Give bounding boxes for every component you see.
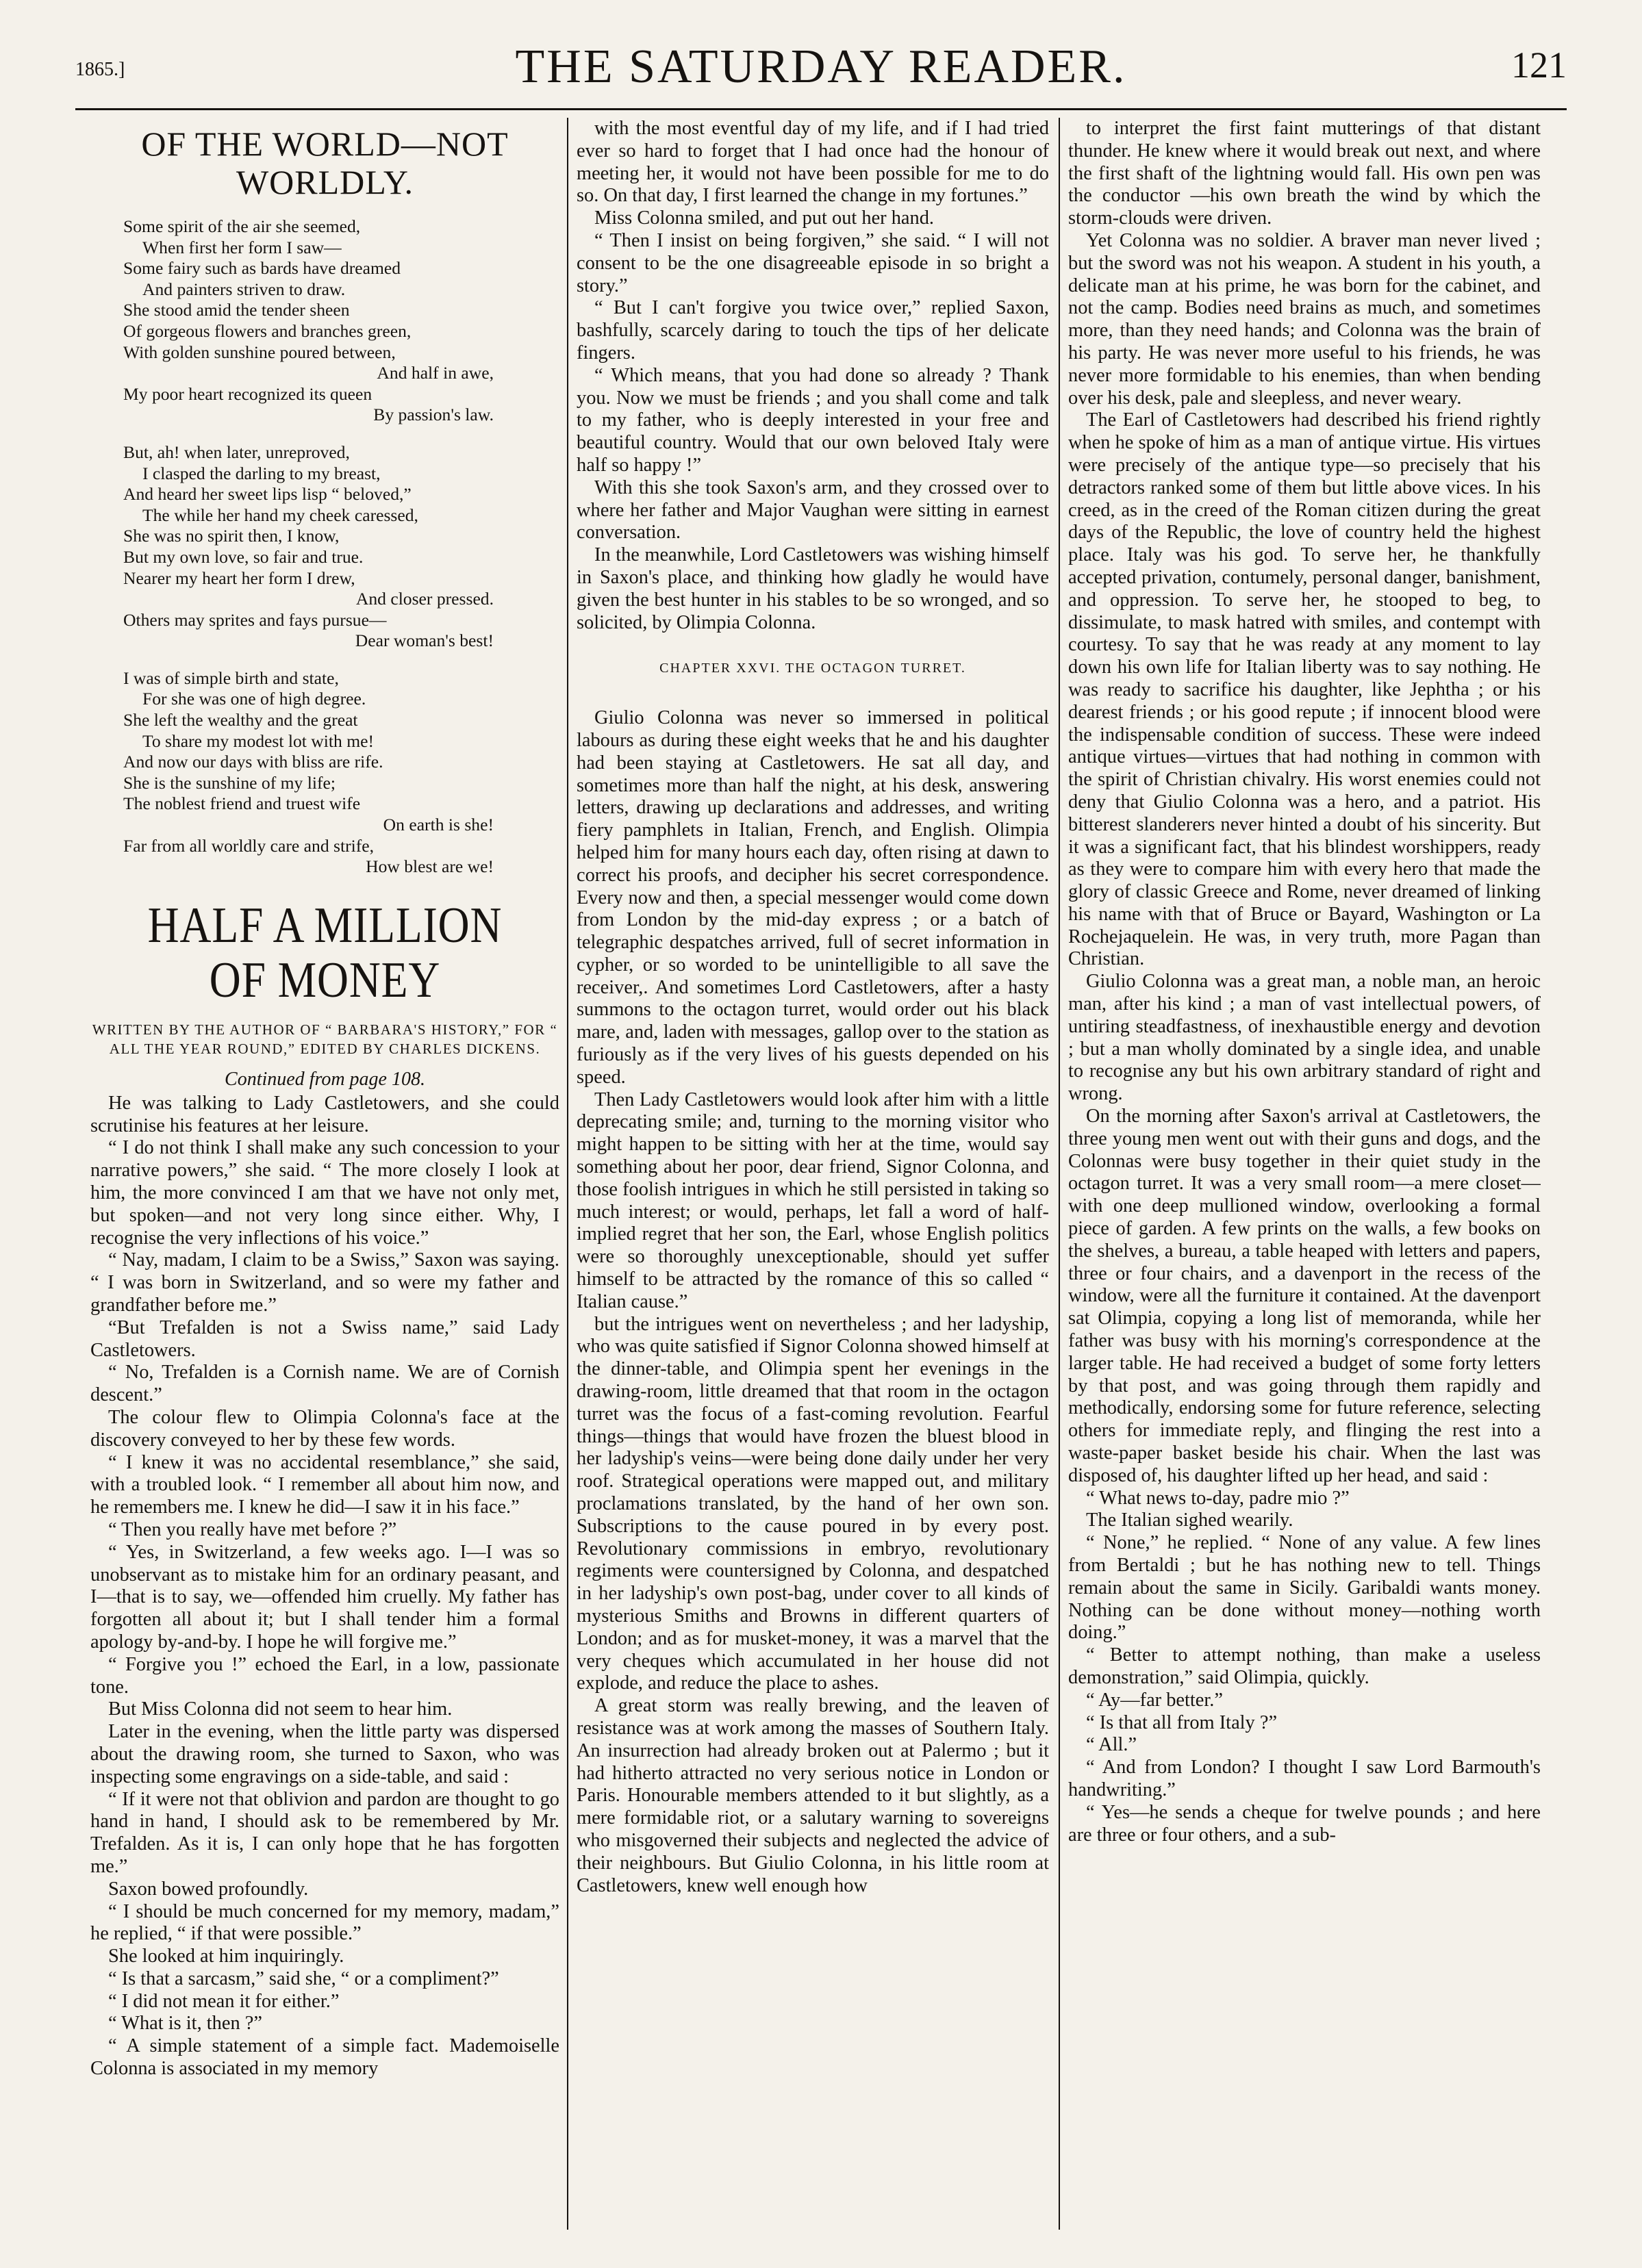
- poem-title: OF THE WORLD—NOT WORLDLY.: [141, 125, 509, 201]
- paragraph: “ Which means, that you had done so already ? Thank you. Now we must be friends ; and you shall come and talk to my father, who is deeply interested in your free and beautiful country. Would that our own beloved Italy were half so happy !”: [577, 364, 1049, 476]
- poem-line: And painters striven to draw.: [142, 279, 346, 299]
- paragraph: “ Yes, in Switzerland, a few weeks ago. I—I was so unobservant as to mistake him for an ordinary peasant, and I—that is to say, we—offended him cruelly. My father has forgotten all about it; but I shall tender him a formal apology by-and-by. I hope he will forgive me.”: [90, 1541, 559, 1653]
- paragraph: “ All.”: [1086, 1734, 1137, 1756]
- poem-line: The noblest friend and truest wife: [123, 793, 361, 814]
- poem-line: Nearer my heart her form I drew,: [123, 568, 355, 588]
- poem-line: Far from all worldly care and strife,: [123, 835, 374, 856]
- paragraph: In the meanwhile, Lord Castletowers was wishing himself in Saxon's place, and thinking how gladly he would have given the best hunter in his stables to be so wronged, and so solicited, by Olimpia Colonna.: [577, 544, 1049, 633]
- poem-line: When first her form I saw—: [142, 237, 342, 257]
- poem-line: On earth is she!: [383, 815, 494, 835]
- paragraph: She looked at him inquiringly.: [108, 1946, 344, 1967]
- paragraph: “ None,” he replied. “ None of any value. A few lines from Bertaldi ; but he has nothing new to tell. Things remain about the same in Sicily. Garibaldi wants money. Nothing can be done without money—nothing worth doing.”: [1068, 1532, 1541, 1644]
- poem-line: She stood amid the tender sheen: [123, 300, 350, 320]
- poem-line: And now our days with bliss are rife.: [123, 752, 383, 772]
- paragraph: “ And from London? I thought I saw Lord Barmouth's handwriting.”: [1068, 1757, 1541, 1800]
- paragraph: But Miss Colonna did not seem to hear him.: [108, 1698, 453, 1720]
- paragraph: Giulio Colonna was a great man, a noble man, an heroic man, after his kind ; a man of vast intellectual powers, of untiring steadfastness, of inexhaustible energy and devotion ; but a man wholly dominated by a single idea, and unable to recognise any but his own arbitrary standard of right and wrong.: [1068, 971, 1541, 1105]
- issue-date: 1865.]: [75, 59, 125, 80]
- column-2: [577, 118, 1049, 2230]
- poem-line: Of gorgeous flowers and branches green,: [123, 320, 412, 341]
- paragraph: to interpret the first faint mutterings of that distant thunder. He knew where it would break out next, and where the first shaft of the lightning would fall. His own pen was the conductor —his own breath the wind by which the storm-clouds were driven.: [1068, 118, 1541, 229]
- paragraph: “ No, Trefalden is a Cornish name. We are of Cornish descent.”: [90, 1362, 559, 1406]
- article-byline: WRITTEN BY THE AUTHOR OF “ BARBARA'S HISTORY,” FOR “ ALL THE YEAR ROUND,” EDITED BY CHARLES DICKENS.: [92, 1021, 558, 1057]
- poem: [90, 216, 559, 878]
- page-number: 121: [1511, 44, 1567, 86]
- paragraph: “ Is that a sarcasm,” said she, “ or a compliment?”: [108, 1967, 499, 1989]
- paragraph: The Italian sighed wearily.: [1086, 1509, 1293, 1531]
- column-2-text: [577, 118, 1049, 634]
- paragraph: “ If it were not that oblivion and pardon are thought to go hand in hand, I should ask to be remembered by Mr. Trefalden. As it is, I can only hope that he has forgotten me.”: [90, 1788, 559, 1877]
- paragraph: Then Lady Castletowers would look after him with a little deprecating smile; and, turning to the morning visitor who might happen to be sitting with her at the time, would say something about her poor, dear friend, Signor Colonna, and those foolish intrigues in which he still persisted in taking so much interest; or would, perhaps, let fall a word of half-implied regret that her son, the Earl, whose English politics were so thoroughly unexceptionable, should yet suffer himself to be attracted by the romance of this so called “ Italian cause.”: [577, 1088, 1049, 1312]
- paragraph: On the morning after Saxon's arrival at Castletowers, the three young men went out with their guns and dogs, and the Colonnas were busy together in their quiet study in the octagon turret. It was a very small room—a mere closet—with one deep mullioned window, overlooking a formal piece of garden. A few prints on the walls, a few books on the shelves, a bureau, a table heaped with letters and papers, three or four chairs, and a davenport in the recess of the window, were all the furniture it contained. At the davenport sat Olimpia, copying a long list of memoranda, while her father was busy with his morning's correspondence at the larger table. He had received a budget of some forty letters by that post, and was going through them rapidly and methodically, endorsing some for future reference, selecting others for immediate reply, and flinging the rest into a waste-paper basket beside his chair. When the last was disposed of, his daughter lifted up her head, and said :: [1068, 1106, 1541, 1486]
- publication-title: THE SATURDAY READER.: [515, 40, 1127, 93]
- paragraph: “ Ay—far better.”: [1086, 1689, 1223, 1711]
- column-2-chapter-text: [577, 707, 1049, 1897]
- continued-note: Continued from page 108.: [225, 1068, 425, 1090]
- article-title: HALF A MILLION OF MONEY: [147, 897, 503, 1008]
- paragraph: “ A simple statement of a simple fact. Mademoiselle Colonna is associated in my memory: [90, 2035, 559, 2080]
- chapter-heading: CHAPTER XXVI. THE OCTAGON TURRET.: [659, 661, 966, 676]
- paragraph: He was talking to Lady Castletowers, and she could scrutinise his features at her leisure.: [90, 1092, 559, 1136]
- paragraph: “ I do not think I shall make any such concession to your narrative powers,” she said. “ The more closely I look at him, the more convinced I am that we have not only met, but spoken—and not very long since either. Why, I recognise the very inflections of his voice.”: [90, 1137, 559, 1249]
- paragraph: The Earl of Castletowers had described his friend rightly when he spoke of him as a man of antique virtue. His virtues were precisely of the antique type—so precisely that his detractors ranked some of them but little above vices. In his creed, as in the creed of the Roman citizen during the great days of the Republic, the love of country held the highest place. Italy was his god. To serve her, he thankfully accepted privation, contumely, personal danger, banishment, and oppression. To serve her, he stooped to beg, to dissimulate, to mask hatred with smiles, and contempt with courtesy. To say that he was ready at any moment to lay down his own life for Italian liberty was to say nothing. He was ready to sacrifice his daughter, like Jephtha ; or his dearest friends ; or his good repute ; if innocent blood were the indispensable condition of success. These were indeed antique virtues—virtues that had nothing in common with the spirit of Christian chivalry. His worst enemies could not deny that Giulio Colonna was a hero, and a patriot. His bitterest slanderers never hinted a doubt of his sincerity. But it was a significant fact, that his blindest worshippers, ready as they were to compare him with every hero that made the glory of classic Greece and Rome, never dreamed of linking his name with that of Bruce or Bayard, Washington or La Rochejaquelein. He was, in very truth, more Pagan than Christian.: [1068, 409, 1541, 970]
- poem-line: Some fairy such as bards have dreamed: [123, 258, 401, 279]
- paragraph: “But Trefalden is not a Swiss name,” said Lady Castletowers.: [90, 1316, 559, 1361]
- column-3-text: [1068, 118, 1541, 1846]
- poem-line: Some spirit of the air she seemed,: [123, 216, 361, 236]
- paragraph: “ Then you really have met before ?”: [108, 1518, 397, 1540]
- paragraph: Later in the evening, when the little party was dispersed about the drawing room, she turned to Saxon, who was inspecting some engravings on a side-table, and said :: [90, 1721, 559, 1787]
- poem-line: She left the wealthy and the great: [123, 710, 358, 730]
- paragraph: Saxon bowed profoundly.: [108, 1878, 309, 1900]
- poem-stanza: [123, 216, 559, 426]
- column-1-text: [90, 1093, 559, 2080]
- paragraph: “ I should be much concerned for my memory, madam,” he replied, “ if that were possible.”: [90, 1900, 559, 1945]
- paragraph: “ I knew it was no accidental resemblance,” she said, with a troubled look. “ I remember all about him now, and he remembers me. I knew he did—I saw it in his face.”: [90, 1451, 559, 1518]
- paragraph: “ Nay, madam, I claim to be a Swiss,” Saxon was saying. “ I was born in Switzerland, and so were my father and grandfather before me.”: [90, 1249, 559, 1316]
- masthead: [68, 40, 1574, 103]
- paragraph: “ Better to attempt nothing, than make a useless demonstration,” said Olimpia, quickly.: [1068, 1644, 1541, 1688]
- paragraph: with the most eventful day of my life, and if I had tried ever so hard to forget that I had once had the honour of meeting her, it would not have been possible for me to do so. On that day, I first learned the change in my fortunes.”: [577, 118, 1049, 207]
- poem-line: I clasped the darling to my breast,: [142, 463, 381, 483]
- poem-line: But my own love, so fair and true.: [123, 546, 364, 567]
- poem-line: She was no spirit then, I know,: [123, 526, 340, 546]
- poem-line: And half in awe,: [377, 363, 494, 383]
- poem-line: With golden sunshine poured between,: [123, 342, 396, 362]
- paragraph: “ Yes—he sends a cheque for twelve pounds ; and here are three or four others, and a sub-: [1068, 1801, 1541, 1846]
- poem-line: But, ah! when later, unreproved,: [123, 442, 350, 462]
- paragraph: but the intrigues went on nevertheless ; and her ladyship, who was quite satisfied if Signor Colonna showed himself at the dinner-table, and Olimpia spent her evenings in the drawing-room, little dreamed that that room in the octagon turret was the focus of a fast-coming revolution. Fearful things—things that would have frozen the bluest blood in her ladyship's veins—were being done daily under her very roof. Strategical operations were mapped out, and military proclamations translated, by the hand of her own son. Subscriptions to the cause poured in by every post. Revolutionary commissions in embryo, revolutionary regiments were countersigned by Colonna, and despatched in her ladyship's own post-bag, under cover to all kinds of mysterious Smiths and Browns in different quarters of London; and as for musket-money, it was a marvel that the very cheques which accumulated in her house did not explode, and reduce the place to ashes.: [577, 1313, 1049, 1694]
- poem-line: How blest are we!: [366, 856, 494, 877]
- paragraph: “ I did not mean it for either.”: [108, 1990, 340, 2012]
- paragraph: The colour flew to Olimpia Colonna's face at the discovery conveyed to her by these few words.: [90, 1406, 559, 1451]
- poem-line: And heard her sweet lips lisp “ beloved,”: [123, 484, 412, 505]
- paragraph: Yet Colonna was no soldier. A braver man never lived ; but the sword was not his weapon. A student in his youth, a delicate man at his prime, he was born for the cabinet, and not the camp. Bodies need brains as much, and sometimes more, than they need hands; and Colonna was the brain of his party. He was never more useful to his friends, he was never more formidable to his enemies, than when bending over his desk, pale and sleepless, and never weary.: [1068, 229, 1541, 409]
- column-rule: [1059, 118, 1060, 2230]
- poem-stanza: [123, 668, 559, 878]
- paragraph: “ Is that all from Italy ?”: [1086, 1711, 1278, 1733]
- paragraph: “ But I can't forgive you twice over,” replied Saxon, bashfully, scarcely daring to touch the tips of her delicate fingers.: [577, 297, 1049, 364]
- poem-line: For she was one of high degree.: [142, 689, 366, 709]
- poem-line: Dear woman's best!: [355, 630, 494, 651]
- paragraph: Miss Colonna smiled, and put out her hand.: [594, 207, 935, 229]
- paragraph: “ Then I insist on being forgiven,” she said. “ I will not consent to be the one disagreeable episode in so bright a story.”: [577, 229, 1049, 296]
- poem-line: I was of simple birth and state,: [123, 667, 339, 688]
- poem-line: She is the sunshine of my life;: [123, 772, 336, 793]
- column-1: [90, 118, 559, 2230]
- paragraph: “ What is it, then ?”: [108, 2013, 262, 2035]
- poem-line: My poor heart recognized its queen: [123, 383, 372, 404]
- paragraph: With this she took Saxon's arm, and they crossed over to where her father and Major Vaughan were sitting in earnest conversation.: [577, 476, 1049, 544]
- poem-line: Others may sprites and fays pursue—: [123, 609, 387, 630]
- header-rule: [75, 108, 1567, 110]
- poem-line: By passion's law.: [373, 405, 494, 425]
- paragraph: “ Forgive you !” echoed the Earl, in a low, passionate tone.: [90, 1653, 559, 1698]
- poem-line: And closer pressed.: [355, 589, 494, 609]
- paragraph: A great storm was really brewing, and the leaven of resistance was at work among the masses of Southern Italy. An insurrection had already broken out at Palermo ; but it had hitherto attracted no very serious notice in London or Paris. Honourable members attended to it but slightly, as a mere formidable riot, or a salutary warning to sovereigns who misgoverned their subjects and neglected the advice of their neighbours. But Giulio Colonna, in his little room at Castletowers, knew well enough how: [577, 1695, 1049, 1896]
- poem-line: To share my modest lot with me!: [142, 730, 374, 751]
- poem-stanza: [123, 442, 559, 652]
- poem-line: The while her hand my cheek caressed,: [142, 505, 418, 525]
- paragraph: “ What news to-day, padre mio ?”: [1086, 1487, 1350, 1509]
- paragraph: Giulio Colonna was never so immersed in political labours as during these eight weeks that he and his daughter had been staying at Castletowers. He sat all day, and sometimes more than half the night, at his desk, answering letters, drawing up declarations and addresses, and writing fiery pamphlets in Italian, French, and English. Olimpia helped him for many hours each day, often rising at dawn to correct his proofs, and decipher his secret correspondence. Every now and then, a special messenger would come down from London by the mid-day express ; or a batch of telegraphic despatches arrived, full of secret information in cypher, or so worded to be unintelligible to all save the receiver,. And sometimes Lord Castletowers, after a hasty summons to the octagon turret, would order out his black mare, and, laden with messages, gallop over to the station as furiously as if the very lives of his guests depended on his speed.: [577, 707, 1049, 1088]
- column-rule: [567, 118, 568, 2230]
- column-3: [1068, 118, 1541, 2230]
